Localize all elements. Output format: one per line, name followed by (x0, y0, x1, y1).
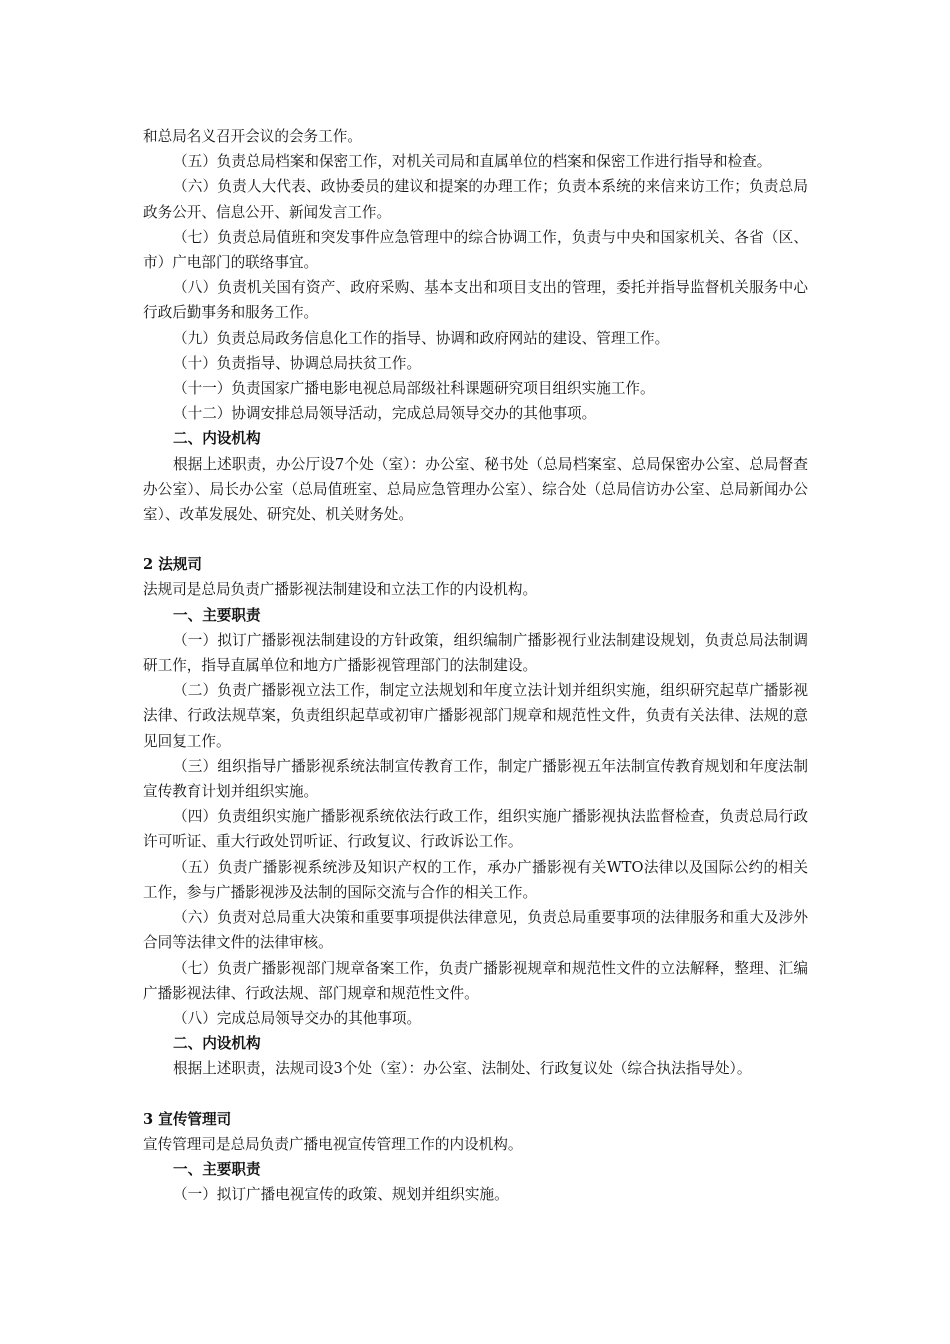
legal-duty-item-2: （二）负责广播影视立法工作，制定立法规划和年度立法计划并组织实施，组织研究起草广播影视法律、行政法规草案，负责组织起草或初审广播影视部门规章和规范性文件，负责有关法律、法规的意见回复工作。 (143, 682, 808, 750)
section-title-legal: 2 法规司 (143, 556, 203, 574)
section-intro-legal: 法规司是总局负责广播影视法制建设和立法工作的内设机构。 (143, 581, 538, 599)
duty-item-12: （十二）协调安排总局领导活动，完成总局领导交办的其他事项。 (173, 405, 597, 423)
duty-item-5: （五）负责总局档案和保密工作，对机关司局和直属单位的档案和保密工作进行指导和检查。 (173, 153, 772, 171)
document-body (143, 124, 808, 1207)
org-text-legal: 根据上述职责，法规司设3个处（室）：办公室、法制处、行政复议处（综合执法指导处）。 (173, 1060, 752, 1078)
legal-duty-item-4: （四）负责组织实施广播影视系统依法行政工作，组织实施广播影视执法监督检查，负责总局行政许可听证、重大行政处罚听证、行政复议、行政诉讼工作。 (143, 808, 808, 851)
legal-duty-item-8: （八）完成总局领导交办的其他事项。 (173, 1009, 422, 1027)
duty-heading-publicity: 一、主要职责 (173, 1160, 261, 1178)
duty-item-9: （九）负责总局政务信息化工作的指导、协调和政府网站的建设、管理工作。 (173, 329, 670, 347)
duty-item-7: （七）负责总局值班和突发事件应急管理中的综合协调工作，负责与中央和国家机关、各省（区、市）广电部门的联络事宜。 (143, 228, 808, 272)
publicity-duty-item-1: （一）拟订广播电视宣传的政策、规划并组织实施。 (173, 1186, 509, 1204)
legal-duty-item-3: （三）组织指导广播影视系统法制宣传教育工作，制定广播影视五年法制宣传教育规划和年度法制宣传教育计划并组织实施。 (143, 757, 808, 801)
duty-item-6: （六）负责人大代表、政协委员的建议和提案的办理工作；负责本系统的来信来访工作；负责总局政务公开、信息公开、新闻发言工作。 (143, 178, 808, 221)
paragraph-continuation: 和总局名义召开会议的会务工作。 (143, 128, 362, 145)
legal-duty-item-7: （七）负责广播影视部门规章备案工作，负责广播影视规章和规范性文件的立法解释，整理、汇编广播影视法律、行政法规、部门规章和规范性文件。 (143, 959, 808, 1002)
section-intro-publicity: 宣传管理司是总局负责广播电视宣传管理工作的内设机构。 (143, 1135, 523, 1153)
legal-duty-item-5: （五）负责广播影视系统涉及知识产权的工作，承办广播影视有关WTO法律以及国际公约的相关工作，参与广播影视涉及法制的国际交流与合作的相关工作。 (143, 858, 808, 901)
duty-heading-legal: 一、主要职责 (173, 606, 261, 624)
legal-duty-item-6: （六）负责对总局重大决策和重要事项提供法律意见，负责总局重要事项的法律服务和重大及涉外合同等法律文件的法律审核。 (143, 909, 808, 952)
duty-item-11: （十一）负责国家广播电影电视总局部级社科课题研究项目组织实施工作。 (173, 380, 655, 398)
org-heading: 二、内设机构 (173, 430, 261, 448)
duty-item-8: （八）负责机关国有资产、政府采购、基本支出和项目支出的管理，委托并指导监督机关服务中心行政后勤事务和服务工作。 (143, 279, 808, 322)
duty-item-10: （十）负责指导、协调总局扶贫工作。 (173, 354, 422, 372)
org-heading-legal: 二、内设机构 (173, 1035, 261, 1053)
legal-duty-item-1: （一）拟订广播影视法制建设的方针政策，组织编制广播影视行业法制建设规划，负责总局法制调研工作，指导直属单位和地方广播影视管理部门的法制建设。 (143, 631, 808, 675)
org-text: 根据上述职责，办公厅设7个处（室）：办公室、秘书处（总局档案室、总局保密办公室、总局督查办公室）、局长办公室（总局值班室、总局应急管理办公室）、综合处（总局信访办公室、总局新闻办公室）、改革发展处、研究处、机关财务处。 (143, 455, 808, 524)
section-title-publicity: 3 宣传管理司 (143, 1110, 232, 1128)
